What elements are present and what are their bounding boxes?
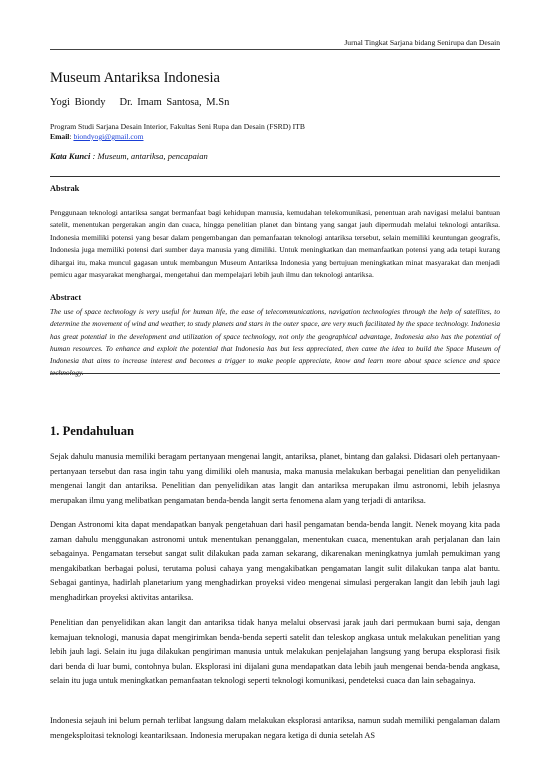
affiliation-block [50, 122, 305, 142]
author-name: Yogi Biondy [50, 97, 106, 108]
section-heading: 1. Pendahuluan [50, 424, 134, 438]
divider [50, 176, 500, 177]
body-paragraph: Sejak dahulu manusia memiliki beragam pertanyaan mengenai langit, antariksa, planet, bintang dan galaksi. Didasari oleh pertanyaan-pertanyaan tersebut dan rasa ingin tahu yang dimiliki oleh manusia, maka manusia melakukan berbagai penelitian dan penyelidikan mengenai langit dan antariksa. Penelitian dan penyelidikan atas langit dan antariksa merupakan ilmu astronomi, lebih jelasnya merupakan ilmu yang melibatkan pengamatan benda-benda langit serta fenomena alam yang terjadi di antariksa. [50, 452, 500, 505]
body-paragraph: Penelitian dan penyelidikan akan langit dan antariksa tidak hanya melalui observasi jarak jauh dari permukaan bumi saja, dengan kemajuan teknologi, manusia dapat mengirimkan benda-benda seperti satelit dan teleskop angkasa untuk melakukan penelitian yang lebih jauh lagi. Selain itu juga dilakukan pengiriman manusia untuk melakukan penjelajahan langsung yang berupa eksplorasi fisik dari benda di luar bumi, contohnya bulan. Eksplorasi ini dijalani guna mendapatkan data lebih jauh mengenai benda-benda angkasa, selain itu juga untuk meningkatkan pemanfaatan teknologi seperti teknologi komunikasi, pendeteksi cuaca dan lain sebagainya. [50, 618, 500, 686]
author-list [50, 97, 229, 108]
abstract-heading: Abstract [50, 293, 82, 302]
author-name: Dr. Imam Santosa, M.Sn [119, 97, 230, 108]
header-rule [50, 49, 500, 50]
affiliation: Program Studi Sarjana Desain Interior, Fakultas Seni Rupa dan Desain (FSRD) ITB [50, 122, 305, 131]
keywords-label: Kata Kunci [50, 151, 91, 161]
abstrak-text: Penggunaan teknologi antariksa sangat bermanfaat bagi kehidupan manusia, kemudahan telekomunikasi, penentuan arah navigasi melalui bantuan satelit, menentukan pergerakan angin dan cuaca, hingga penelitian planet dan bintang yang sangat jauh dipermudah melalui teknologi antariksa. Indonesia memiliki potensi yang besar dalam pengembangan dan pemanfaatan teknologi antariksa tersebut, selain memiliki keuntungan geografis, Indonesia juga memiliki potensi dari sumber daya manusia yang dimiliki. Untuk meningkatkan dan memanfaatkan potensi yang ada tetapi kurang dihargai itu, maka muncul gagasan untuk membangun Museum Antariksa Indonesia yang bertujuan meningkatkan minat masyarakat dan menjadi pemicu agar masyarakat menghargai, mengetahui dan mempelajari lebih jauh ilmu dan teknologi antariksa. [50, 208, 500, 280]
keywords-line [50, 151, 208, 161]
abstract-text: The use of space technology is very useful for human life, the ease of telecommunications, navigation technologies through the help of satellites, to determine the movement of wind and weather, to study planets and stars in the outer space, are very much facilitated by the space technology. Indonesia has great potential in the development and utilization of space technology, not only the geographical advantage, Indonesia also has the potential of human resources. To enhance and exploit the potential that Indonesia has but less appreciated, then came the idea to build the Space Museum of Indonesia that aims to increase interest and becomes a trigger to make people appreciate, know and learn more about space science and space technology. [50, 307, 500, 378]
divider [50, 373, 500, 374]
paper-title: Museum Antariksa Indonesia [50, 70, 220, 86]
email-label: Email [50, 132, 70, 141]
email-link[interactable]: biondyogi@gmail.com [73, 132, 144, 141]
body-paragraph: Indonesia sejauh ini belum pernah terlibat langsung dalam melakukan eksplorasi antariksa, namun sudah memiliki pengalaman dalam mengeksploitasi teknologi keantariksaan. Indonesia merupakan negara ketiga di dunia setelah AS [50, 716, 500, 740]
email-line: Email: biondyogi@gmail.com [50, 132, 144, 141]
running-header: Jurnal Tingkat Sarjana bidang Senirupa dan Desain [344, 38, 500, 47]
body-paragraph: Dengan Astronomi kita dapat mendapatkan banyak pengetahuan dari hasil pengamatan benda-benda langit. Nenek moyang kita pada zaman dahulu menggunakan astronomi untuk menentukan penanggalan, menentukan cuaca, menentukan arah perjalanan dan lain sebagainya. Pengamatan tersebut sangat sulit dilakukan pada zaman sekarang, dikarenakan meningkatnya jumlah pemukiman yang mengakibatkan berbagai polusi, terutama polusi cahaya yang mengakibatkan pengamatan langit sulit dilakukan tanpa alat bantu. Sebagai gantinya, hadirlah planetarium yang menghadirkan proyeksi video mengenai simulasi pergerakan langit dan lebih jauh lagi menghadirkan proyeksi aktivitas antariksa. [50, 520, 500, 602]
abstrak-heading: Abstrak [50, 184, 80, 193]
keywords-text: : Museum, antariksa, pencapaian [90, 151, 208, 161]
